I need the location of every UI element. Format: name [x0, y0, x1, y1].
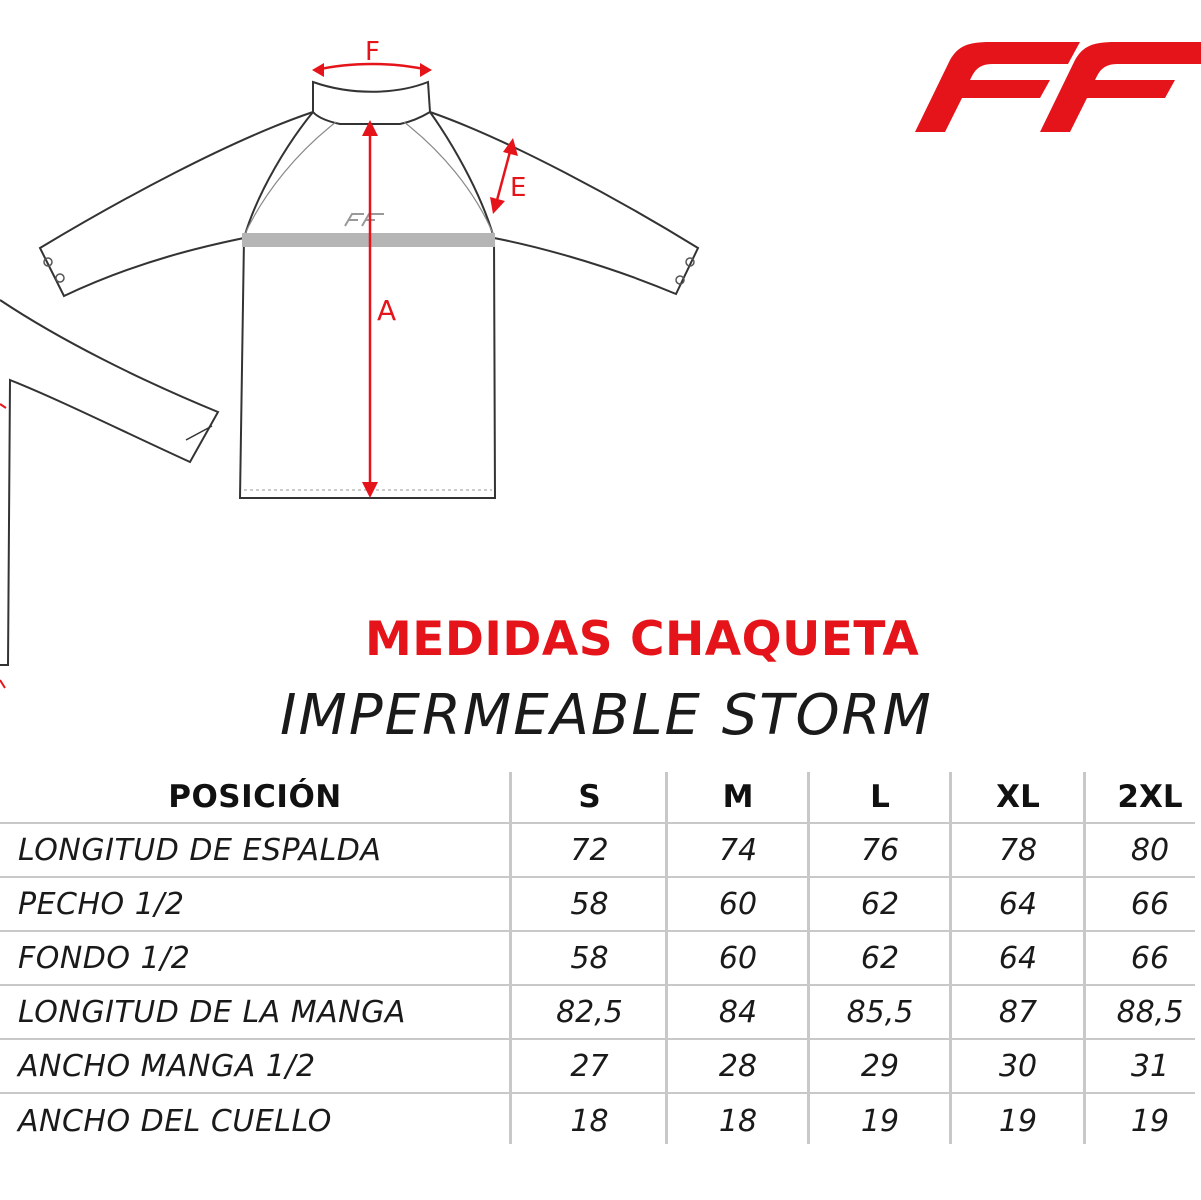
cell-value: 27: [570, 1048, 609, 1084]
cell-value: 19: [860, 1103, 900, 1139]
row-label: LONGITUD DE ESPALDA: [18, 832, 382, 868]
header-size-s: S: [578, 779, 601, 815]
cell-value: 60: [718, 886, 758, 922]
table-row: [0, 824, 1195, 878]
cell-value: 18: [718, 1103, 758, 1139]
partial-arrow-fragment: [0, 404, 6, 408]
partial-arrow-fragment: [0, 680, 5, 688]
header-size-m: M: [722, 779, 754, 815]
cell-value: 62: [860, 886, 900, 922]
cell-value: 19: [998, 1103, 1038, 1139]
header-size-2xl: 2XL: [1117, 779, 1183, 815]
table-header-row: [0, 772, 1195, 824]
cell-value: 19: [1130, 1103, 1170, 1139]
cell-value: 80: [1130, 832, 1170, 868]
cell-value: 62: [860, 940, 900, 976]
cell-value: 64: [998, 940, 1038, 976]
header-size-xl: XL: [996, 779, 1040, 815]
jacket-back-partial: [0, 300, 218, 665]
column-divider: [807, 772, 810, 1144]
cell-value: 72: [570, 832, 609, 868]
table-row: [0, 986, 1195, 1040]
cell-value: 64: [998, 886, 1038, 922]
cell-value: 82,5: [556, 994, 623, 1030]
cell-value: 60: [718, 940, 758, 976]
table-row: [0, 932, 1195, 986]
brand-logo: [910, 40, 1201, 140]
cell-value: 28: [718, 1048, 758, 1084]
cell-value: 58: [570, 940, 609, 976]
row-label: PECHO 1/2: [18, 886, 185, 922]
cell-value: 84: [718, 994, 758, 1030]
row-label: ANCHO DEL CUELLO: [18, 1103, 332, 1139]
measure-f-label: F: [365, 37, 380, 67]
cell-value: 29: [860, 1048, 900, 1084]
cell-value: 30: [998, 1048, 1038, 1084]
table-row: [0, 878, 1195, 932]
page-subtitle: IMPERMEABLE STORM: [280, 683, 933, 748]
size-table: [0, 772, 1195, 1148]
cell-value: 66: [1130, 940, 1170, 976]
cell-value: 85,5: [846, 994, 914, 1030]
chest-stripe: [242, 233, 495, 247]
cell-value: 74: [718, 832, 758, 868]
measure-e-label: E: [510, 173, 527, 203]
column-divider: [665, 772, 668, 1144]
page-title: MEDIDAS CHAQUETA: [365, 612, 920, 667]
cell-value: 87: [998, 994, 1038, 1030]
row-label: FONDO 1/2: [18, 940, 191, 976]
table-row: [0, 1094, 1195, 1148]
cell-value: 58: [570, 886, 609, 922]
header-position: POSICIÓN: [168, 779, 342, 815]
cell-value: 76: [860, 832, 900, 868]
header-size-l: L: [870, 779, 890, 815]
column-divider: [509, 772, 512, 1144]
cell-value: 88,5: [1116, 994, 1184, 1030]
measure-a-label: A: [377, 294, 397, 327]
row-label: LONGITUD DE LA MANGA: [18, 994, 406, 1030]
cell-value: 18: [570, 1103, 609, 1139]
cell-value: 66: [1130, 886, 1170, 922]
cell-value: 31: [1130, 1048, 1170, 1084]
row-label: ANCHO MANGA 1/2: [18, 1048, 316, 1084]
column-divider: [949, 772, 952, 1144]
table-row: [0, 1040, 1195, 1094]
column-divider: [1083, 772, 1086, 1144]
cell-value: 78: [998, 832, 1038, 868]
